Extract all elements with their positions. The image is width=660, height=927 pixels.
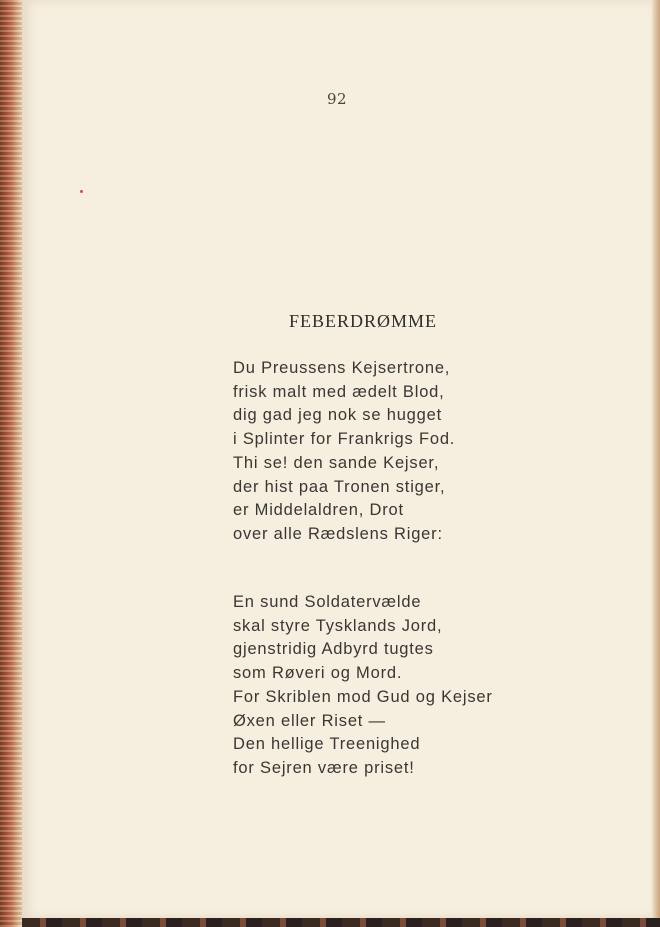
poem-stanza-2 xyxy=(233,591,493,781)
poem-line: dig gad jeg nok se hugget xyxy=(233,406,442,425)
page-number: 92 xyxy=(326,90,348,108)
book-spine-edge xyxy=(0,0,22,927)
poem-stanza-1 xyxy=(233,357,455,547)
poem-title: FEBERDRØMME xyxy=(289,311,438,331)
poem-line: for Sejren være priset! xyxy=(233,758,415,777)
poem-line: Du Preussens Kejsertrone, xyxy=(233,359,451,377)
book-page xyxy=(22,0,652,918)
poem-line: skal styre Tysklands Jord, xyxy=(233,616,443,635)
poem-line: Øxen eller Riset — xyxy=(233,711,386,730)
poem-line: i Splinter for Frankrigs Fod. xyxy=(233,430,456,449)
book-bottom-edge xyxy=(22,918,660,927)
poem-line: gjenstridig Adbyrd tugtes xyxy=(233,640,434,659)
poem-line: En sund Soldatervælde xyxy=(233,593,422,611)
page-right-edge xyxy=(652,0,660,927)
paper-speck xyxy=(80,190,83,193)
poem-line: frisk malt med ædelt Blod, xyxy=(233,382,445,401)
poem-line: Thi se! den sande Kejser, xyxy=(233,453,440,472)
poem-line: der hist paa Tronen stiger, xyxy=(233,477,446,496)
poem-line: over alle Rædslens Riger: xyxy=(233,524,443,543)
poem-line: Den hellige Treenighed xyxy=(233,735,421,754)
poem-line: som Røveri og Mord. xyxy=(233,664,403,683)
poem-line: For Skriblen mod Gud og Kejser xyxy=(233,687,493,706)
poem-line: er Middelaldren, Drot xyxy=(233,501,404,520)
